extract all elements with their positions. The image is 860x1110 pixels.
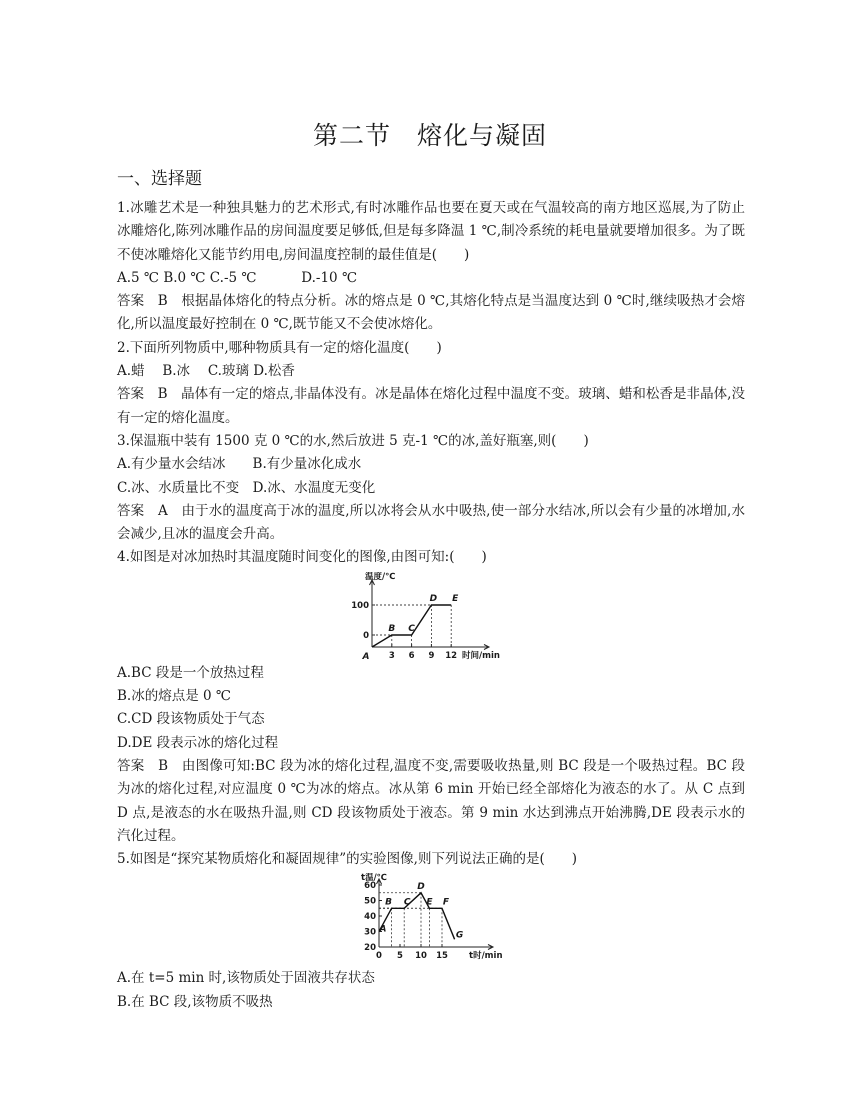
question-2-text: 2.下面所列物质中,哪种物质具有一定的熔化温度( ): [117, 339, 442, 356]
x-axis-label: t时/min: [469, 951, 503, 962]
y-tick-label: 40: [364, 912, 376, 923]
x-axis-label: 时间/min: [462, 650, 500, 660]
question-1-text: 1.冰雕艺术是一种独具魅力的艺术形式,有时冰雕作品也要在夏天或在气温较高的南方地区巡展,为了防止冰雕熔化,陈列冰雕作品的房间温度要足够低,但是每多降温 1 ℃,制冷系统的耗电量就要增加很多。为了既不使冰雕熔化又能节约用电,房间温度控制的最佳值是( ): [117, 200, 745, 263]
x-tick-label: 9: [428, 650, 435, 660]
question-5-text: 5.如图是“探究某物质熔化和凝固规律”的实验图像,则下列说法正确的是( ): [117, 851, 578, 868]
section-heading: 一、选择题: [117, 169, 202, 189]
point-label: B: [385, 897, 393, 908]
question-2-options: A.蜡 B.冰 C.玻璃 D.松香: [117, 363, 295, 380]
question-5-option: B.在 BC 段,该物质不吸热: [117, 993, 273, 1010]
question-4-text: 4.如图是对冰加热时其温度随时间变化的图像,由图可知:( ): [117, 549, 487, 566]
y-tick-label: 20: [364, 943, 376, 954]
y-tick-label: 60: [364, 881, 376, 892]
question-3-text: 3.保温瓶中装有 1500 克 0 ℃的水,然后放进 5 克-1 ℃的冰,盖好瓶塞,则( ): [117, 432, 589, 449]
question-list: [117, 197, 745, 1014]
melting-solidifying-chart: [117, 873, 745, 965]
y-tick-label: 0: [363, 630, 369, 641]
page-title: 第二节 熔化与凝固: [312, 121, 547, 150]
question-4-option: D.DE 段表示冰的熔化过程: [117, 734, 279, 751]
question-4-answer: 答案 B 由图像可知:BC 段为冰的熔化过程,温度不变,需要吸收热量,则 BC 段是一个吸热过程。BC 段为冰的熔化过程,对应温度 0 ℃为冰的熔点。冰从第 6 min 开始已经全部熔化为液态的水了。从 C 点到 D 点,是液态的水在吸热升温,则 CD 段该物质处于液态。第 9 min 水达到沸点开始沸腾,DE 段表示水的汽化过程。: [117, 757, 745, 844]
x-tick-label: 5: [397, 951, 403, 962]
point-label: E: [426, 897, 433, 908]
question-1-answer: 答案 B 根据晶体熔化的特点分析。冰的熔点是 0 ℃,其熔化特点是当温度达到 0 ℃时,继续吸热才会熔化,所以温度最好控制在 0 ℃,既节能又不会使冰熔化。: [117, 293, 745, 333]
question-1-options: A.5 ℃ B.0 ℃ C.-5 ℃ D.-10 ℃: [117, 269, 358, 286]
ice-heating-chart: [117, 572, 745, 660]
y-tick-label: 50: [364, 896, 376, 907]
point-label: C: [403, 897, 411, 908]
point-label: E: [452, 593, 459, 604]
question-2-answer: 答案 B 晶体有一定的熔点,非晶体没有。冰是晶体在熔化过程中温度不变。玻璃、蜡和松香是非晶体,没有一定的熔化温度。: [117, 386, 745, 426]
question-3-options-line-2: C.冰、水质量比不变 D.冰、水温度无变化: [117, 479, 376, 496]
point-label: D: [429, 593, 438, 604]
y-tick-label: 100: [351, 600, 369, 611]
x-tick-label: 3: [388, 650, 395, 660]
point-label: A: [379, 924, 387, 935]
point-label: G: [455, 930, 464, 941]
question-3-options-line-1: A.有少量水会结冰 B.有少量冰化成水: [117, 456, 362, 473]
x-tick-label: 6: [408, 650, 415, 660]
question-3-answer: 答案 A 由于水的温度高于冰的温度,所以冰将会从水中吸热,使一部分水结冰,所以会有少量的冰增加,水会减少,且冰的温度会升高。: [117, 502, 745, 543]
question-4-option: A.BC 段是一个放热过程: [117, 664, 264, 681]
question-4-option: C.CD 段该物质处于气态: [117, 711, 265, 728]
point-label: D: [417, 882, 425, 893]
question-4-option: B.冰的熔点是 0 ℃: [117, 688, 231, 705]
x-tick-label: 15: [436, 951, 448, 962]
x-tick-label: 0: [376, 951, 382, 962]
y-tick-label: 30: [364, 927, 376, 938]
point-label: A: [362, 651, 370, 660]
point-label: F: [442, 897, 450, 908]
x-tick-label: 12: [445, 650, 458, 660]
x-tick-label: 10: [415, 951, 427, 962]
question-5-option: A.在 t=5 min 时,该物质处于固液共存状态: [117, 970, 375, 987]
y-axis-label: t温/℃: [361, 873, 387, 884]
y-axis-label: 温度/℃: [365, 571, 396, 582]
point-label: C: [408, 623, 415, 634]
point-label: B: [388, 623, 396, 634]
